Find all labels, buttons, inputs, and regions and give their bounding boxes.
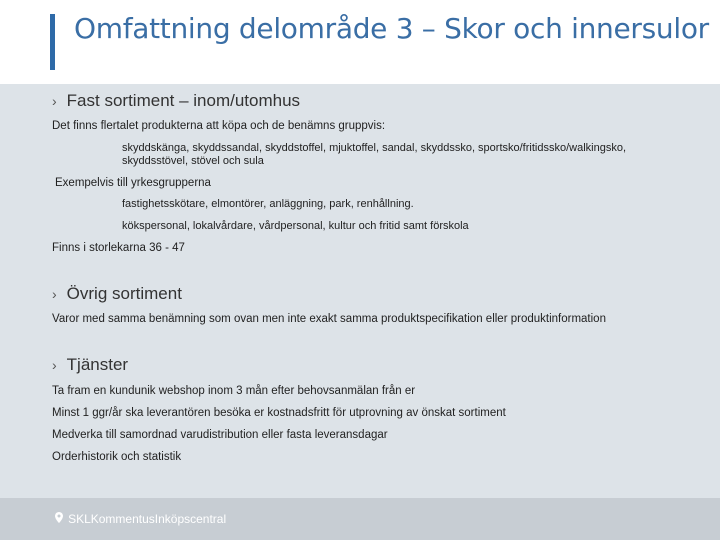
text-line: skyddskänga, skyddssandal, skyddstoffel, mjuktoffel, sandal, skyddssko, sportsko/fritidssko/walkingsko, [122,142,626,154]
skl-kommentus-logo [55,512,226,526]
title-accent-bar [50,14,55,70]
text-line: Finns i storlekarna 36 - 47 [52,242,185,254]
chevron-right-icon: › [52,286,57,302]
text-line: kökspersonal, lokalvårdare, vårdpersonal, kultur och fritid samt förskola [122,220,469,232]
section-heading-label: Övrig sortiment [66,284,182,303]
section-heading-fast-sortiment [52,91,300,111]
text-line: Minst 1 ggr/år ska leverantören besöka er kostnadsfritt för utprovning av önskat sortiment [52,407,506,419]
section-heading-ovrig-sortiment [52,284,182,304]
location-pin-icon [55,514,66,526]
text-line: skyddsstövel, stövel och sula [122,155,264,167]
header [0,0,720,84]
chevron-right-icon: › [52,93,57,109]
logo-text: SKLKommentusInköpscentral [68,512,227,526]
page-title: Omfattning delområde 3 – Skor och innersulor [74,12,709,45]
section-heading-label: Tjänster [66,355,129,374]
text-line: Varor med samma benämning som ovan men inte exakt samma produktspecifikation eller produktinformation [52,313,606,325]
chevron-right-icon: › [52,357,57,373]
section-heading-label: Fast sortiment – inom/utomhus [66,91,301,110]
text-line: Orderhistorik och statistik [52,451,182,463]
text-line: Det finns flertalet produkterna att köpa och de benämns gruppvis: [52,120,386,132]
text-line: Exempelvis till yrkesgrupperna [55,177,211,189]
text-line: Ta fram en kundunik webshop inom 3 mån efter behovsanmälan från er [52,385,416,397]
text-line: Medverka till samordnad varudistribution eller fasta leveransdagar [52,429,388,441]
section-heading-tjanster [52,355,128,375]
text-line: fastighetsskötare, elmontörer, anläggning, park, renhållning. [122,198,414,210]
